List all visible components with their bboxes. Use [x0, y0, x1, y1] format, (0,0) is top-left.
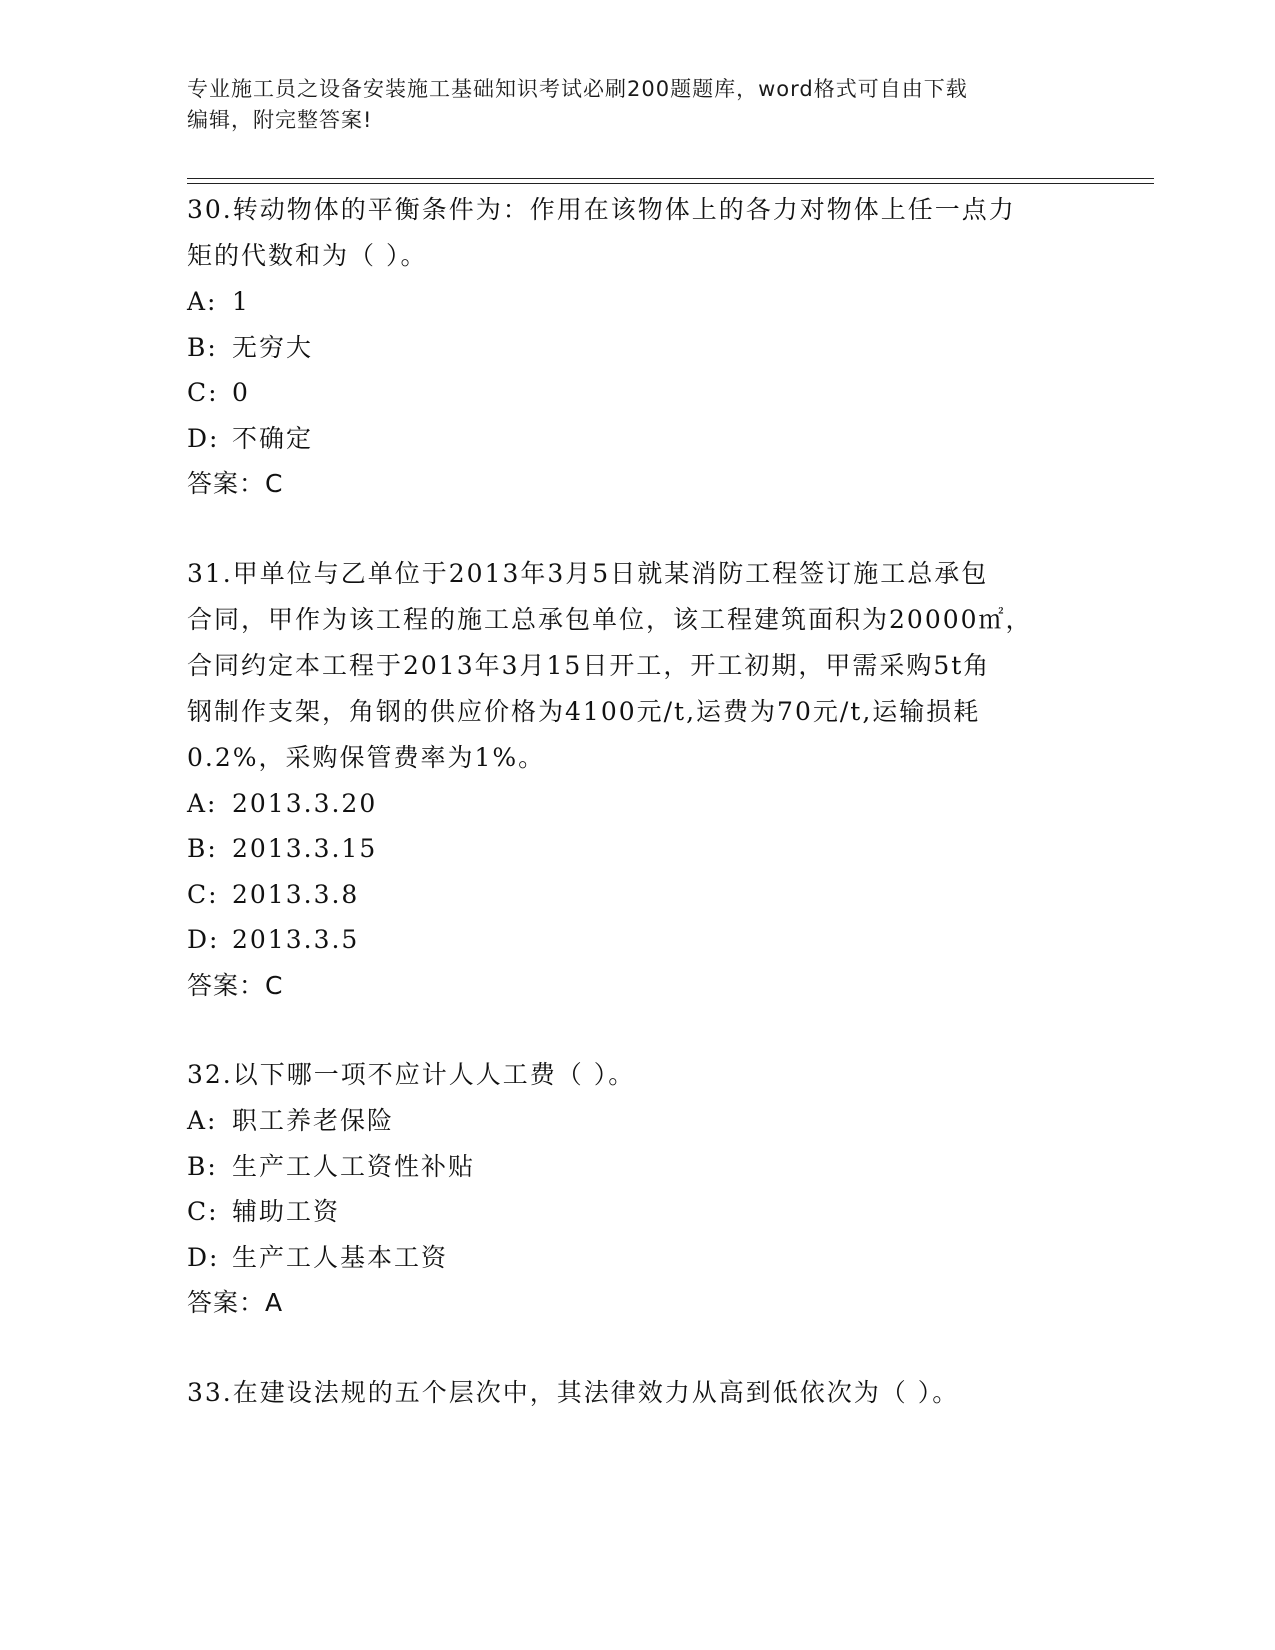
option-c — [187, 370, 1087, 416]
question-stem-line: 0.2%，采购保管费率为1%。 — [187, 742, 546, 772]
answer-line: 答案：C — [187, 970, 284, 1000]
option-a — [187, 279, 1087, 325]
header-divider-top — [187, 178, 1154, 179]
option-a — [187, 1098, 1087, 1144]
option-text: 2013.3.20 — [232, 788, 378, 818]
option-b — [187, 325, 1087, 371]
question-stem-line: 矩的代数和为（ ）。 — [187, 241, 428, 270]
option-b — [187, 1144, 1087, 1190]
option-key: C: — [187, 1197, 219, 1226]
question-33 — [187, 1370, 1087, 1416]
question-stem-line: 合同约定本工程于2013年3月15日开工，开工初期，甲需采购5t角 — [187, 650, 991, 680]
option-text: 不确定 — [232, 423, 314, 453]
option-b — [187, 826, 1087, 872]
option-key: B: — [187, 332, 218, 362]
question-spacer — [187, 1326, 1087, 1370]
option-key: A: — [187, 287, 218, 316]
option-key: A: — [187, 1106, 218, 1135]
option-key: B: — [187, 834, 218, 863]
header-line-1: 专业施工员之设备安装施工基础知识考试必刷200题题库，word格式可自由下载 — [187, 77, 968, 101]
question-stem-line: 32.以下哪一项不应计人人工费（ ）。 — [187, 1060, 636, 1089]
option-text: 2013.3.8 — [232, 879, 360, 909]
option-text: 1 — [232, 287, 250, 316]
option-text: 生产工人基本工资 — [232, 1242, 449, 1272]
document-header — [187, 74, 1087, 136]
question-stem-line: 钢制作支架，角钢的供应价格为4100元/t,运费为70元/t,运输损耗 — [187, 696, 981, 726]
option-d — [187, 416, 1087, 462]
question-spacer — [187, 507, 1087, 551]
question-stem-line: 31.甲单位与乙单位于2013年3月5日就某消防工程签订施工总承包 — [187, 558, 989, 588]
question-stem-line: 33.在建设法规的五个层次中，其法律效力从高到低依次为（ ）。 — [187, 1377, 960, 1407]
option-a — [187, 781, 1087, 827]
option-text: 无穷大 — [232, 332, 314, 362]
header-line-2: 编辑，附完整答案! — [187, 108, 373, 132]
question-31 — [187, 551, 1087, 1009]
question-30 — [187, 187, 1087, 507]
option-key: A: — [187, 788, 218, 818]
option-key: D: — [187, 1242, 220, 1272]
option-text: 职工养老保险 — [232, 1106, 395, 1135]
option-d — [187, 917, 1087, 963]
option-key: B: — [187, 1151, 218, 1181]
question-list — [187, 187, 1087, 1416]
question-32 — [187, 1052, 1087, 1326]
option-text: 2013.3.15 — [232, 834, 378, 863]
option-text: 辅助工资 — [232, 1197, 341, 1226]
option-text: 2013.3.5 — [232, 925, 360, 954]
header-divider-bottom — [187, 183, 1154, 184]
option-text: 0 — [232, 378, 250, 407]
answer-line: 答案：C — [187, 469, 284, 498]
option-d — [187, 1235, 1087, 1281]
option-key: D: — [187, 423, 220, 453]
question-stem-line: 30.转动物体的平衡条件为：作用在该物体上的各力对物体上任一点力 — [187, 195, 1016, 224]
option-text: 生产工人工资性补贴 — [232, 1151, 476, 1181]
question-spacer — [187, 1008, 1087, 1052]
option-c — [187, 1189, 1087, 1235]
option-key: C: — [187, 879, 219, 909]
option-key: D: — [187, 925, 220, 954]
option-key: C: — [187, 378, 219, 407]
option-c — [187, 872, 1087, 918]
answer-line: 答案：A — [187, 1288, 284, 1317]
question-stem-line: 合同，甲作为该工程的施工总承包单位，该工程建筑面积为20000㎡， — [187, 604, 1033, 634]
